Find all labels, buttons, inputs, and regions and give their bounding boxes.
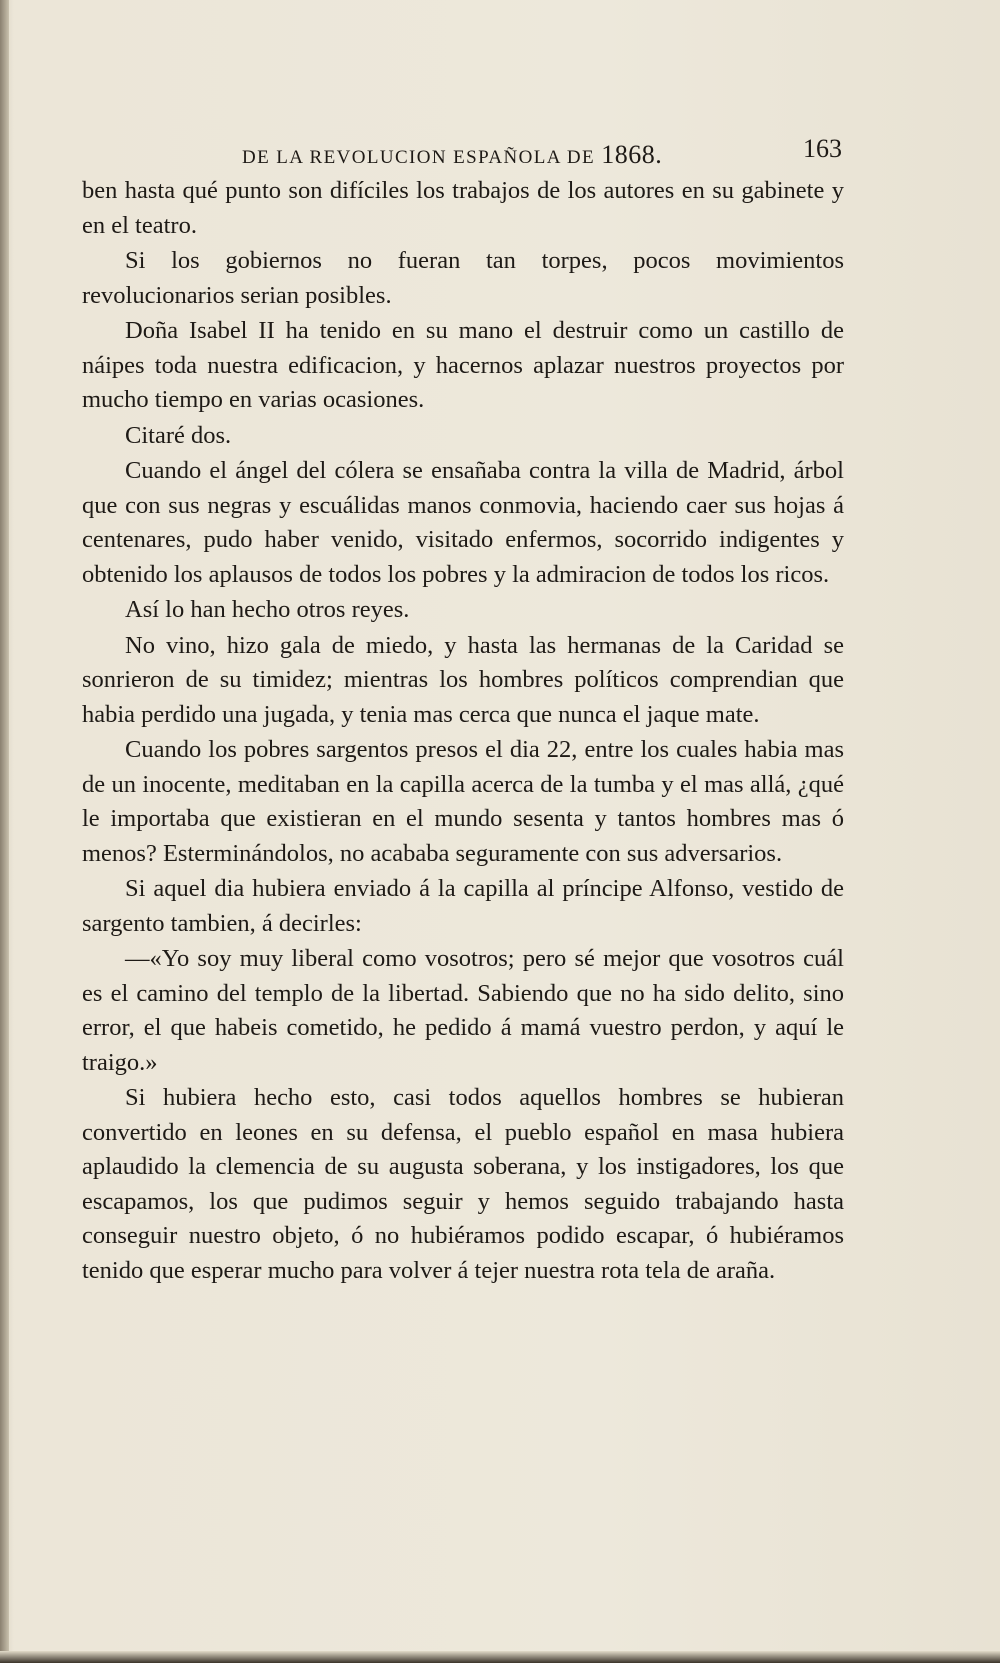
paragraph: Así lo han hecho otros reyes. (125, 596, 410, 623)
paragraph: Doña Isabel II ha tenido en su mano el destruir como un castillo de náipes toda nuestra edificacion, y hacernos aplazar nuestros proyectos por mucho tiempo en varias ocasiones. (82, 317, 844, 413)
paragraph: No vino, hizo gala de miedo, y hasta las hermanas de la Caridad se sonrieron de su timidez; mientras los hombres políticos comprendian que habia perdido una jugada, y tenia mas cerca que nunca el jaque mate. (82, 631, 844, 728)
running-title (242, 140, 662, 170)
book-spine-shadow (0, 0, 9, 1663)
running-title-text: DE LA REVOLUCION ESPAÑOLA DE (242, 147, 596, 168)
page-header (82, 134, 842, 170)
paragraph: Cuando el ángel del cólera se ensañaba contra la villa de Madrid, árbol que con sus negras y escuálidas manos conmovia, haciendo caer sus hojas á centenares, pudo haber venido, visitado enfermos, socorrido indigentes y obtenido los aplausos de todos los pobres y la admiracion de todos los ricos. (82, 457, 844, 588)
paragraph: ben hasta qué punto son difíciles los trabajos de los autores en su gabinete y en el teatro. (82, 177, 844, 239)
page-number: 163 (803, 134, 842, 163)
paragraph: —«Yo soy muy liberal como vosotros; pero sé mejor que vosotros cuál es el camino del templo de la libertad. Sabiendo que no ha sido delito, sino error, el que habeis cometido, he pedido á mamá vuestro perdon, y aquí le traigo.» (82, 945, 844, 1076)
page-bottom-edge (0, 1651, 1000, 1663)
running-title-year: 1868. (601, 140, 663, 169)
paragraph: Citaré dos. (125, 421, 232, 449)
body-text (82, 174, 844, 1288)
paragraph: Cuando los pobres sargentos presos el dia 22, entre los cuales habia mas de un inocente, meditaban en la capilla acerca de la tumba y el mas allá, ¿qué le importaba que existieran en el mundo sesenta y tantos hombres mas ó menos? Esterminándolos, no acababa seguramente con sus adversarios. (82, 736, 844, 867)
paragraph: Si hubiera hecho esto, casi todos aquellos hombres se hubieran convertido en leones en su defensa, el pueblo español en masa hubiera aplaudido la clemencia de su augusta soberana, y los instigadores, los que escapamos, los que pudimos seguir y hemos seguido trabajando hasta conseguir nuestro objeto, ó no hubiéramos podido escapar, ó hubiéramos tenido que esperar mucho para volver á tejer nuestra rota tela de araña. (82, 1084, 844, 1284)
paragraph: Si aquel dia hubiera enviado á la capilla al príncipe Alfonso, vestido de sargento tambien, á decirles: (82, 875, 844, 937)
paragraph: Si los gobiernos no fueran tan torpes, pocos movimientos revolucionarios serian posibles. (82, 247, 844, 309)
